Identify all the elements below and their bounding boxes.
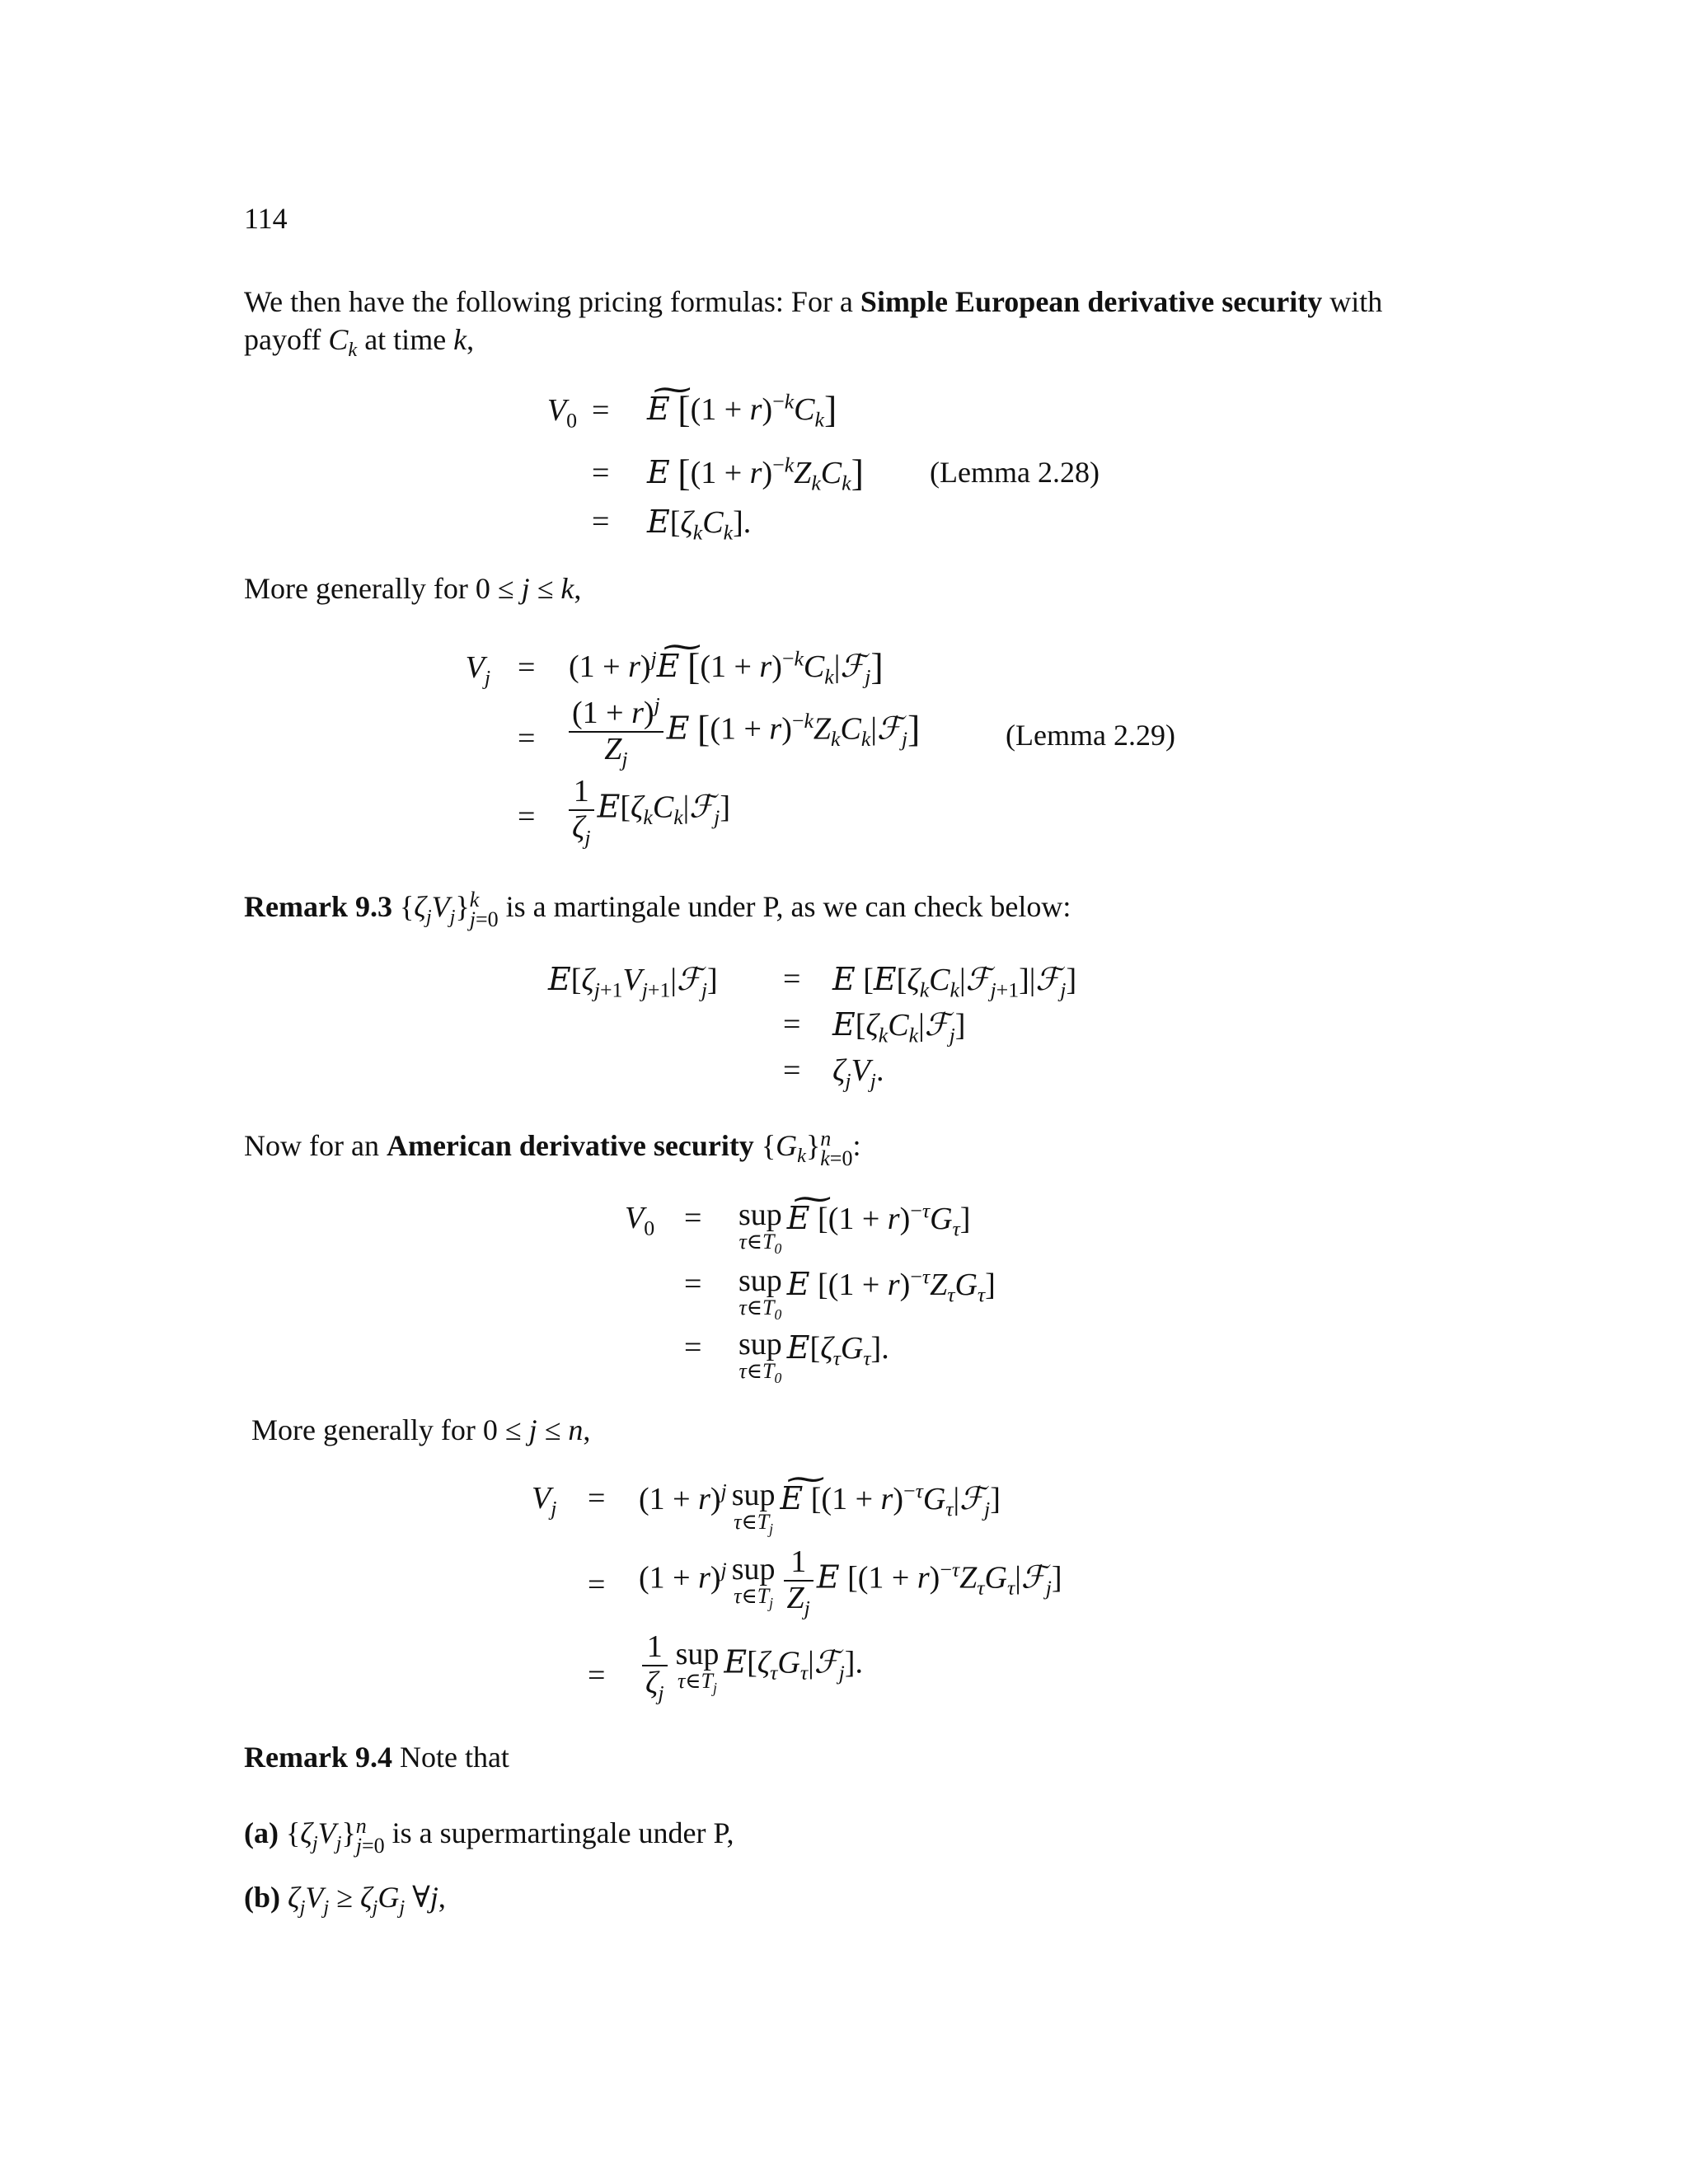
page-number: 114 [244,202,288,235]
intro-paragraph: We then have the following pricing formulas: For a Simple European derivative security with payoff $C_k$ at time k, [244,285,1383,362]
remark-9-4-item-b: (b) $\zeta_jV_j \ge \zeta_jG_j$ ∀j, [244,1881,446,1919]
remark-9-3: Remark 9.3 $\{\zeta_jV_j\}$ k j=0 is a martingale under P, as we can check below: [244,888,1071,931]
lemma-2-28-tag: (Lemma 2.28) [930,456,1100,489]
remark-9-4: Remark 9.4 Note that [244,1741,509,1774]
simple-european-term: Simple European derivative security [860,285,1323,318]
remark-9-4-item-a: (a) $\{\zeta_jV_j\}$ n j=0 is a supermartingale under P, [244,1814,734,1858]
american-intro: Now for an American derivative security $\{G_k\}$ n k=0 : [244,1127,861,1170]
more-generally-text-1: More generally for 0 ≤ j ≤ k, [244,572,582,605]
more-generally-text-2: More generally for 0 ≤ j ≤ n, [251,1413,591,1446]
lemma-2-29-tag: (Lemma 2.29) [1006,719,1175,752]
